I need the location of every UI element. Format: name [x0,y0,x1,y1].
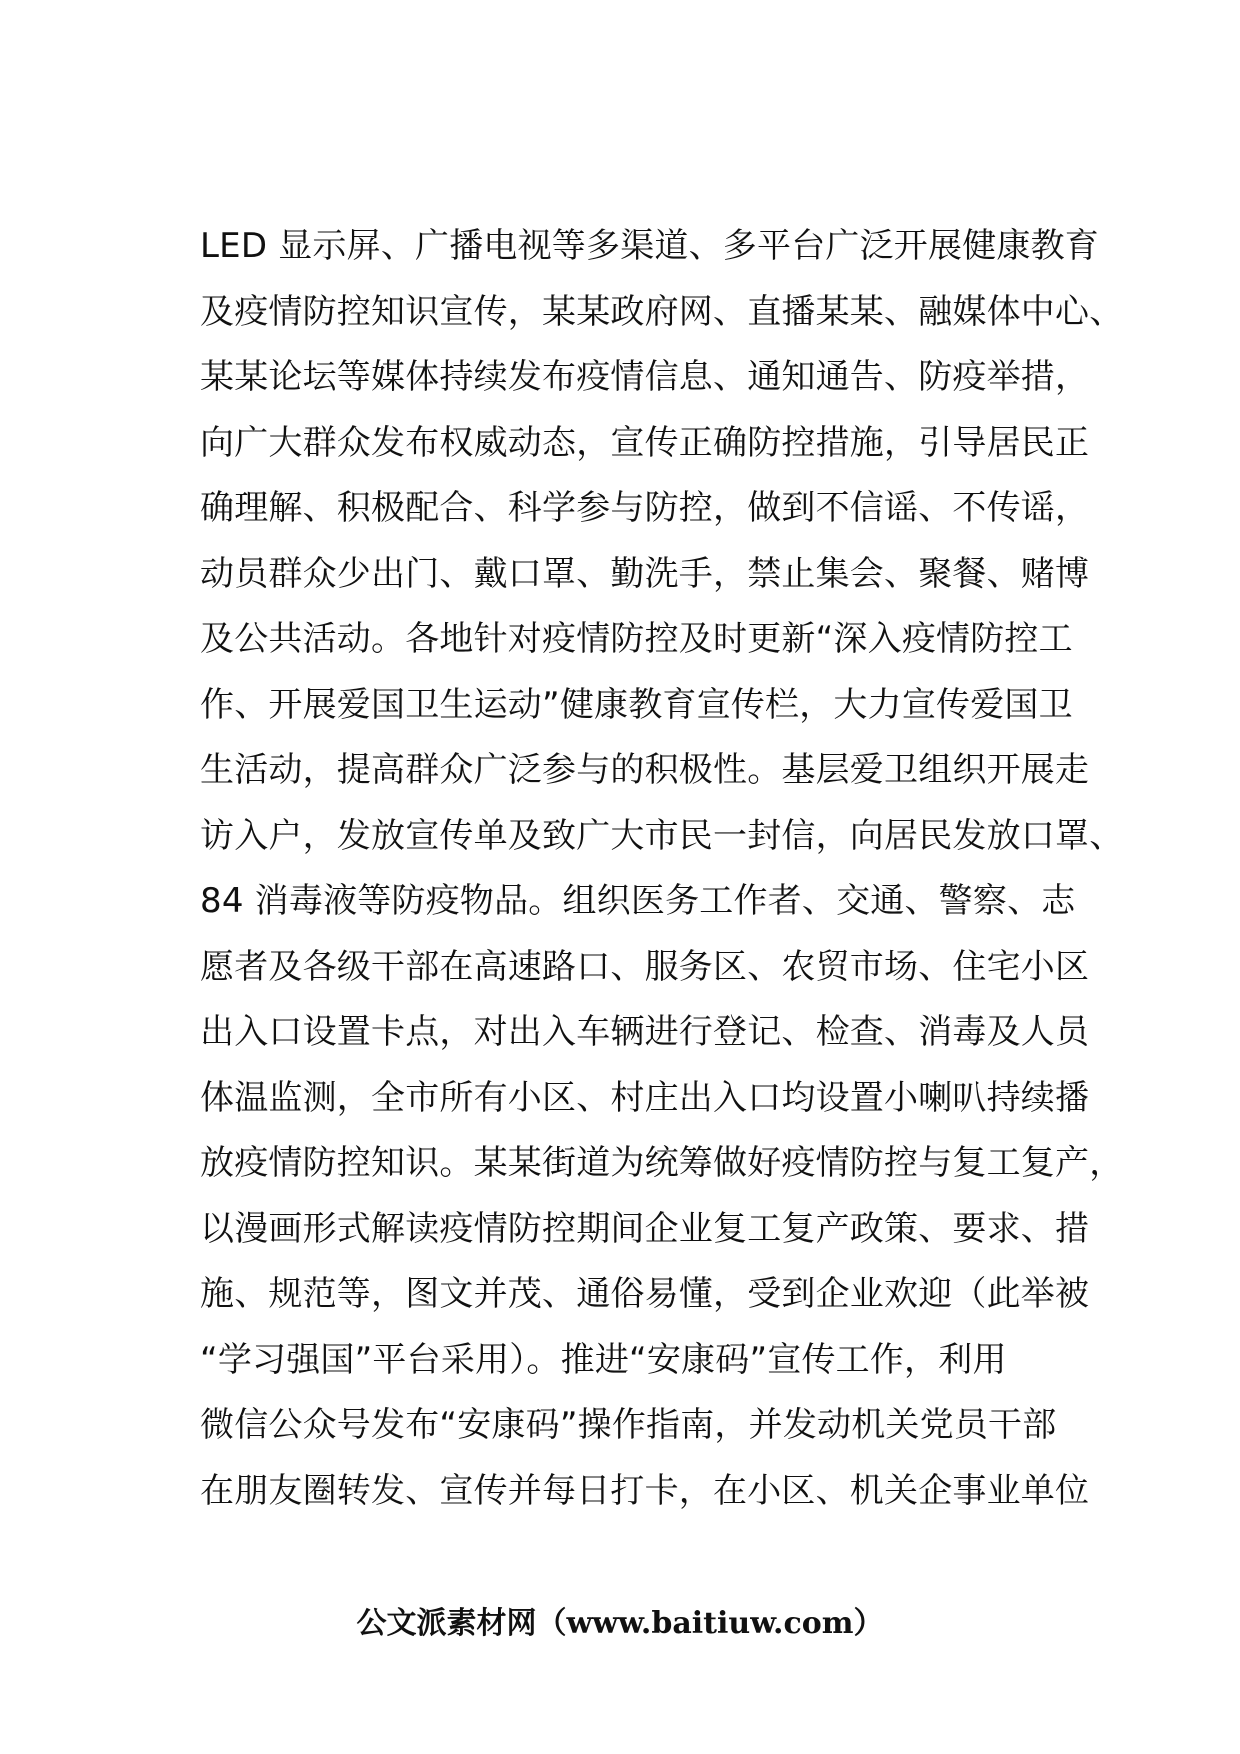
text-line: 访入户，发放宣传单及致广大市民一封信，向居民发放口罩、 [200,815,1124,856]
text-line: 确理解、积极配合、科学参与防控，做到不信谣、不传谣， [200,488,1090,528]
text-line: 愿者及各级干部在高速路口、服务区、农贸市场、住宅小区 [200,946,1090,987]
text-line: 动员群众少出门、戴口罩、勤洗手，禁止集会、聚餐、赌博 [200,553,1090,594]
text-line: 向广大群众发布权威动态，宣传正确防控措施，引导居民正 [200,422,1090,463]
text-line: 生活动，提高群众广泛参与的积极性。基层爱卫组织开展走 [200,750,1090,790]
text-line: 作、开展爱国卫生运动”健康教育宣传栏，大力宣传爱国卫 [200,684,1073,725]
body-text [200,214,1124,1524]
footer-source: 公文派素材网（www.baitiuw.com） [356,1606,884,1641]
text-line: 及疫情防控知识宣传，某某政府网、直播某某、融媒体中心、 [200,291,1124,332]
text-line: 以漫画形式解读疫情防控期间企业复工复产政策、要求、措 [200,1208,1090,1249]
text-line: 某某论坛等媒体持续发布疫情信息、通知通告、防疫举措， [200,357,1090,397]
text-line: LED 显示屏、广播电视等多渠道、多平台广泛开展健康教育 [200,226,1100,266]
text-line: 体温监测，全市所有小区、村庄出入口均设置小喇叭持续播 [200,1077,1090,1118]
text-line: 施、规范等，图文并茂、通俗易懂，受到企业欢迎（此举被 [200,1274,1090,1314]
text-line: 出入口设置卡点，对出入车辆进行登记、检查、消毒及人员 [200,1012,1090,1052]
text-line: 放疫情防控知识。某某街道为统筹做好疫情防控与复工复产， [200,1143,1124,1183]
text-line: 在朋友圈转发、宣传并每日打卡，在小区、机关企事业单位 [200,1470,1090,1511]
text-line: 及公共活动。各地针对疫情防控及时更新“深入疫情防控工 [200,619,1073,659]
text-line: “学习强国”平台采用）。推进“安康码”宣传工作，利用 [200,1339,1007,1380]
text-line: 微信公众号发布“安康码”操作指南，并发动机关党员干部 [200,1405,1057,1445]
text-line: 84 消毒液等防疫物品。组织医务工作者、交通、警察、志 [200,881,1076,921]
